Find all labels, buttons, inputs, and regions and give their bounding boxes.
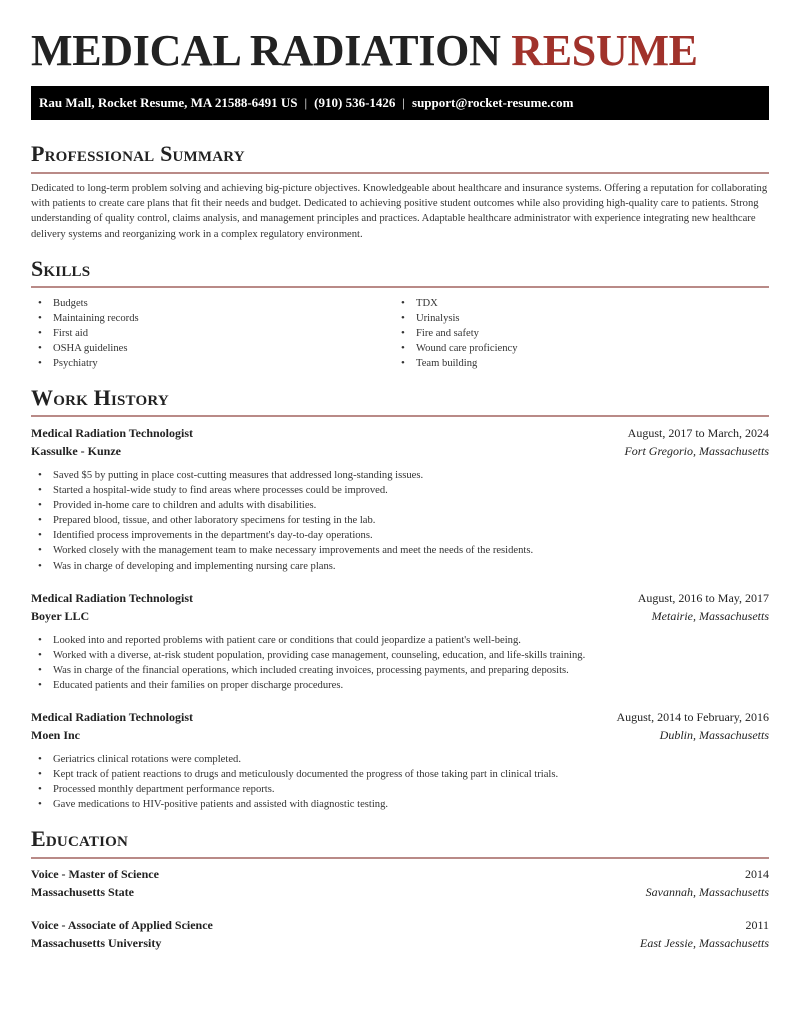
education-school: Massachusetts University (31, 936, 162, 950)
job-company-row (31, 444, 769, 462)
education-school-row (31, 936, 769, 954)
contact-address: Rau Mall, Rocket Resume, MA 21588-6491 US (39, 95, 298, 110)
title-main: MEDICAL RADIATION (31, 26, 501, 75)
contact-bar (31, 86, 769, 120)
job-location: Fort Gregorio, Massachusetts (624, 444, 769, 458)
job-bullet: • Was in charge of the financial operations, which included creating invoices, processing payments, and preparing deposits. (31, 663, 585, 678)
job-company: Moen Inc (31, 728, 80, 742)
job-company-row (31, 609, 769, 627)
job-bullets (31, 468, 533, 574)
job-company-row (31, 728, 769, 746)
job-bullet: • Identified process improvements in the department's day-to-day operations. (31, 528, 533, 543)
education-heading: Education (31, 826, 129, 851)
job-bullet: • Looked into and reported problems with patient care or conditions that could jeopardize a patient's well-being. (31, 633, 585, 648)
education-location: Savannah, Massachusetts (645, 885, 769, 899)
job-dates: August, 2017 to March, 2024 (627, 426, 769, 440)
job-location: Metairie, Massachusetts (651, 609, 769, 623)
skill-item: • Maintaining records (31, 311, 139, 326)
summary-text: Dedicated to long-term problem solving and achieving big-picture objectives. Knowledgeable about healthcare and insurance systems. Offering a reputation for collaborating with patients to create care plans that fit their needs and budget. Dedicated to achieving positive student outcomes while also providing high-quality care to patients. Strong understanding of quality control, claims analysis, and management principles and practices. Adaptable healthcare administrator with experience integrating new healthcare delivery systems and reorganizing work in a complex regulatory environment. (31, 183, 768, 240)
education-year: 2014 (745, 867, 769, 881)
job-bullet: • Worked closely with the management team to make necessary improvements and meet the needs of the residents. (31, 543, 533, 558)
skill-item: • Fire and safety (394, 326, 518, 341)
job-dates: August, 2016 to May, 2017 (637, 591, 769, 605)
job-title-row (31, 426, 769, 444)
education-location: East Jessie, Massachusetts (640, 936, 769, 950)
job-bullet: • Processed monthly department performance reports. (31, 782, 558, 797)
skill-item: • OSHA guidelines (31, 341, 139, 356)
job-bullet: • Educated patients and their families on proper discharge procedures. (31, 678, 585, 693)
education-degree: Voice - Master of Science (31, 867, 159, 881)
contact-separator: | (304, 95, 308, 110)
skill-item: • TDX (394, 296, 518, 311)
job-bullet: • Provided in-home care to children and adults with disabilities. (31, 498, 533, 513)
job-title-row (31, 710, 769, 728)
skills-heading: Skills (31, 256, 91, 281)
job-bullet: • Was in charge of developing and implementing nursing care plans. (31, 559, 533, 574)
job-bullet: • Saved $5 by putting in place cost-cutting measures that addressed long-standing issues. (31, 468, 533, 483)
job-bullet: • Started a hospital-wide study to find areas where processes could be improved. (31, 483, 533, 498)
job-title: Medical Radiation Technologist (31, 591, 194, 605)
job-bullets (31, 633, 585, 693)
education-degree-row (31, 918, 769, 936)
contact-separator: | (402, 95, 406, 110)
work-heading: Work History (31, 385, 169, 410)
education-school: Massachusetts State (31, 885, 134, 899)
job-bullet: • Worked with a diverse, at-risk student population, providing case management, counseling, education, and life-skills training. (31, 648, 585, 663)
job-bullet: • Geriatrics clinical rotations were completed. (31, 752, 558, 767)
section-divider (31, 286, 769, 288)
education-year: 2011 (745, 918, 769, 932)
skill-item: • Psychiatry (31, 356, 139, 371)
education-degree-row (31, 867, 769, 885)
section-divider (31, 415, 769, 417)
contact-phone: (910) 536-1426 (314, 95, 396, 110)
summary-heading: Professional Summary (31, 141, 245, 166)
job-bullets (31, 752, 558, 812)
skill-item: • Wound care proficiency (394, 341, 518, 356)
skill-item: • First aid (31, 326, 139, 341)
resume-title (31, 26, 698, 76)
skill-item: • Budgets (31, 296, 139, 311)
job-title: Medical Radiation Technologist (31, 710, 194, 724)
job-dates: August, 2014 to February, 2016 (616, 710, 769, 724)
job-company: Kassulke - Kunze (31, 444, 122, 458)
job-location: Dublin, Massachusetts (659, 728, 769, 742)
section-divider (31, 857, 769, 859)
job-bullet: • Gave medications to HIV-positive patients and assisted with diagnostic testing. (31, 797, 558, 812)
education-school-row (31, 885, 769, 903)
job-title: Medical Radiation Technologist (31, 426, 194, 440)
section-divider (31, 172, 769, 174)
skills-list-right (394, 296, 518, 371)
job-bullet: • Kept track of patient reactions to drugs and meticulously documented the progress of those taking part in clinical trials. (31, 767, 558, 782)
skills-list-left (31, 296, 139, 371)
skill-item: • Urinalysis (394, 311, 518, 326)
education-degree: Voice - Associate of Applied Science (31, 918, 213, 932)
skill-item: • Team building (394, 356, 518, 371)
contact-email[interactable]: support@rocket-resume.com (412, 95, 574, 110)
job-company: Boyer LLC (31, 609, 90, 623)
title-accent: RESUME (511, 26, 698, 75)
job-title-row (31, 591, 769, 609)
job-bullet: • Prepared blood, tissue, and other laboratory specimens for testing in the lab. (31, 513, 533, 528)
